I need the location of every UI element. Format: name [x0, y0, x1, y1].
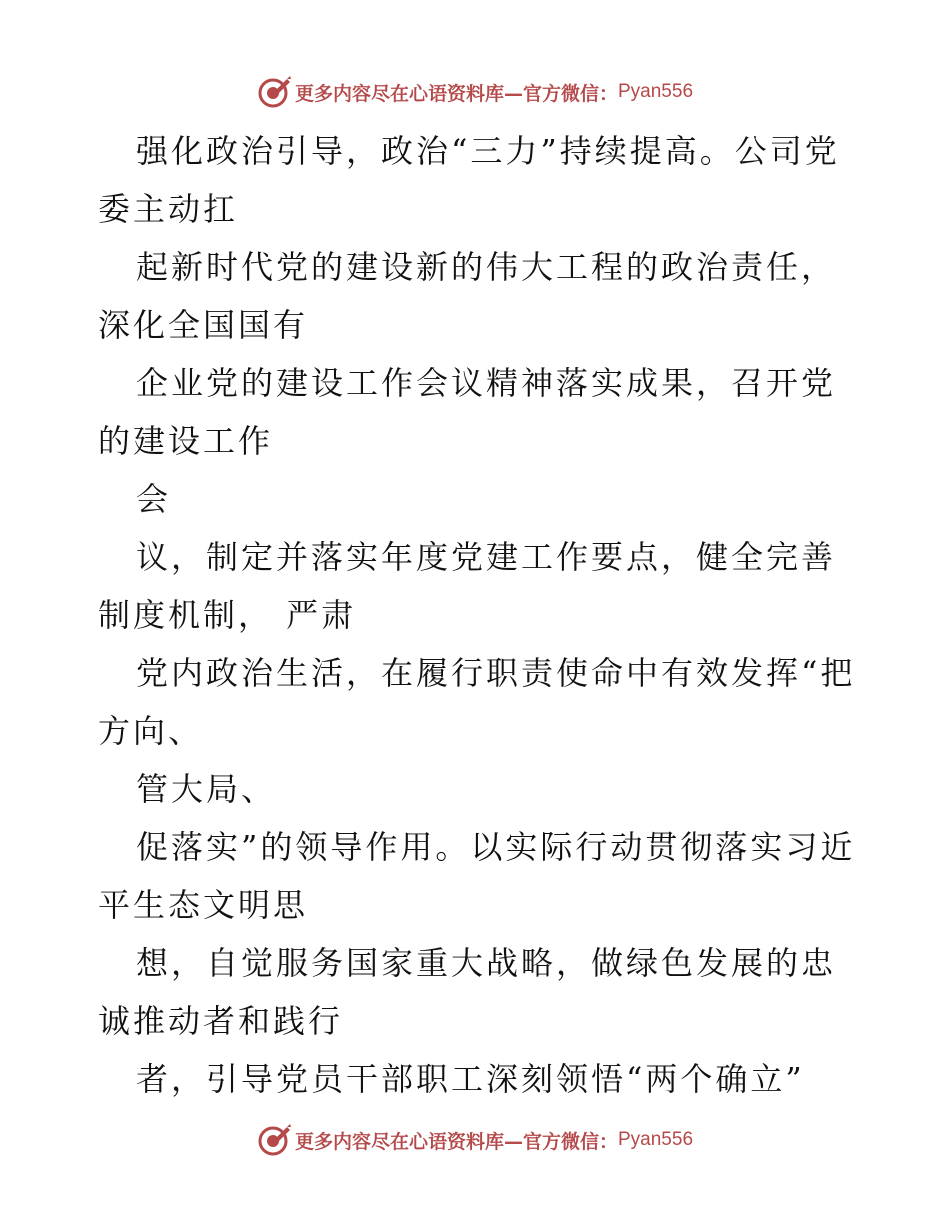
body-paragraph: 管大局、	[136, 770, 277, 808]
pen-logo-icon	[257, 75, 291, 109]
body-paragraph: 议，制定并落实年度党建工作要点，健全完善制度机制， 严肃	[98, 538, 837, 634]
body-paragraph: 促落实”的领导作用。以实际行动贯彻落实习近平生态文明思	[98, 828, 856, 924]
header-banner-text: 更多内容尽在心语资料库—官方微信：	[294, 82, 618, 105]
header-banner-id: Pyan556	[618, 81, 694, 102]
body-paragraph: 会	[136, 480, 172, 518]
body-paragraph: 党内政治生活，在履行职责使命中有效发挥“把方向、	[98, 654, 856, 750]
body-paragraph: 想，自觉服务国家重大战略，做绿色发展的忠诚推动者和践行	[98, 944, 837, 1040]
footer-banner-id: Pyan556	[618, 1129, 694, 1150]
header-watermark-banner	[0, 72, 950, 112]
body-paragraph: 起新时代党的建设新的伟大工程的政治责任，深化全国国有	[98, 248, 837, 344]
footer-banner-text: 更多内容尽在心语资料库—官方微信：	[294, 1130, 618, 1153]
document-body	[98, 122, 858, 1108]
body-paragraph: 者，引导党员干部职工深刻领悟“两个确立”	[136, 1060, 805, 1098]
footer-watermark-banner	[0, 1120, 950, 1160]
pen-logo-icon	[257, 1123, 291, 1157]
body-paragraph: 强化政治引导，政治“三力”持续提高。公司党委主动扛	[98, 132, 840, 228]
body-paragraph: 企业党的建设工作会议精神落实成果，召开党的建设工作	[98, 364, 837, 460]
